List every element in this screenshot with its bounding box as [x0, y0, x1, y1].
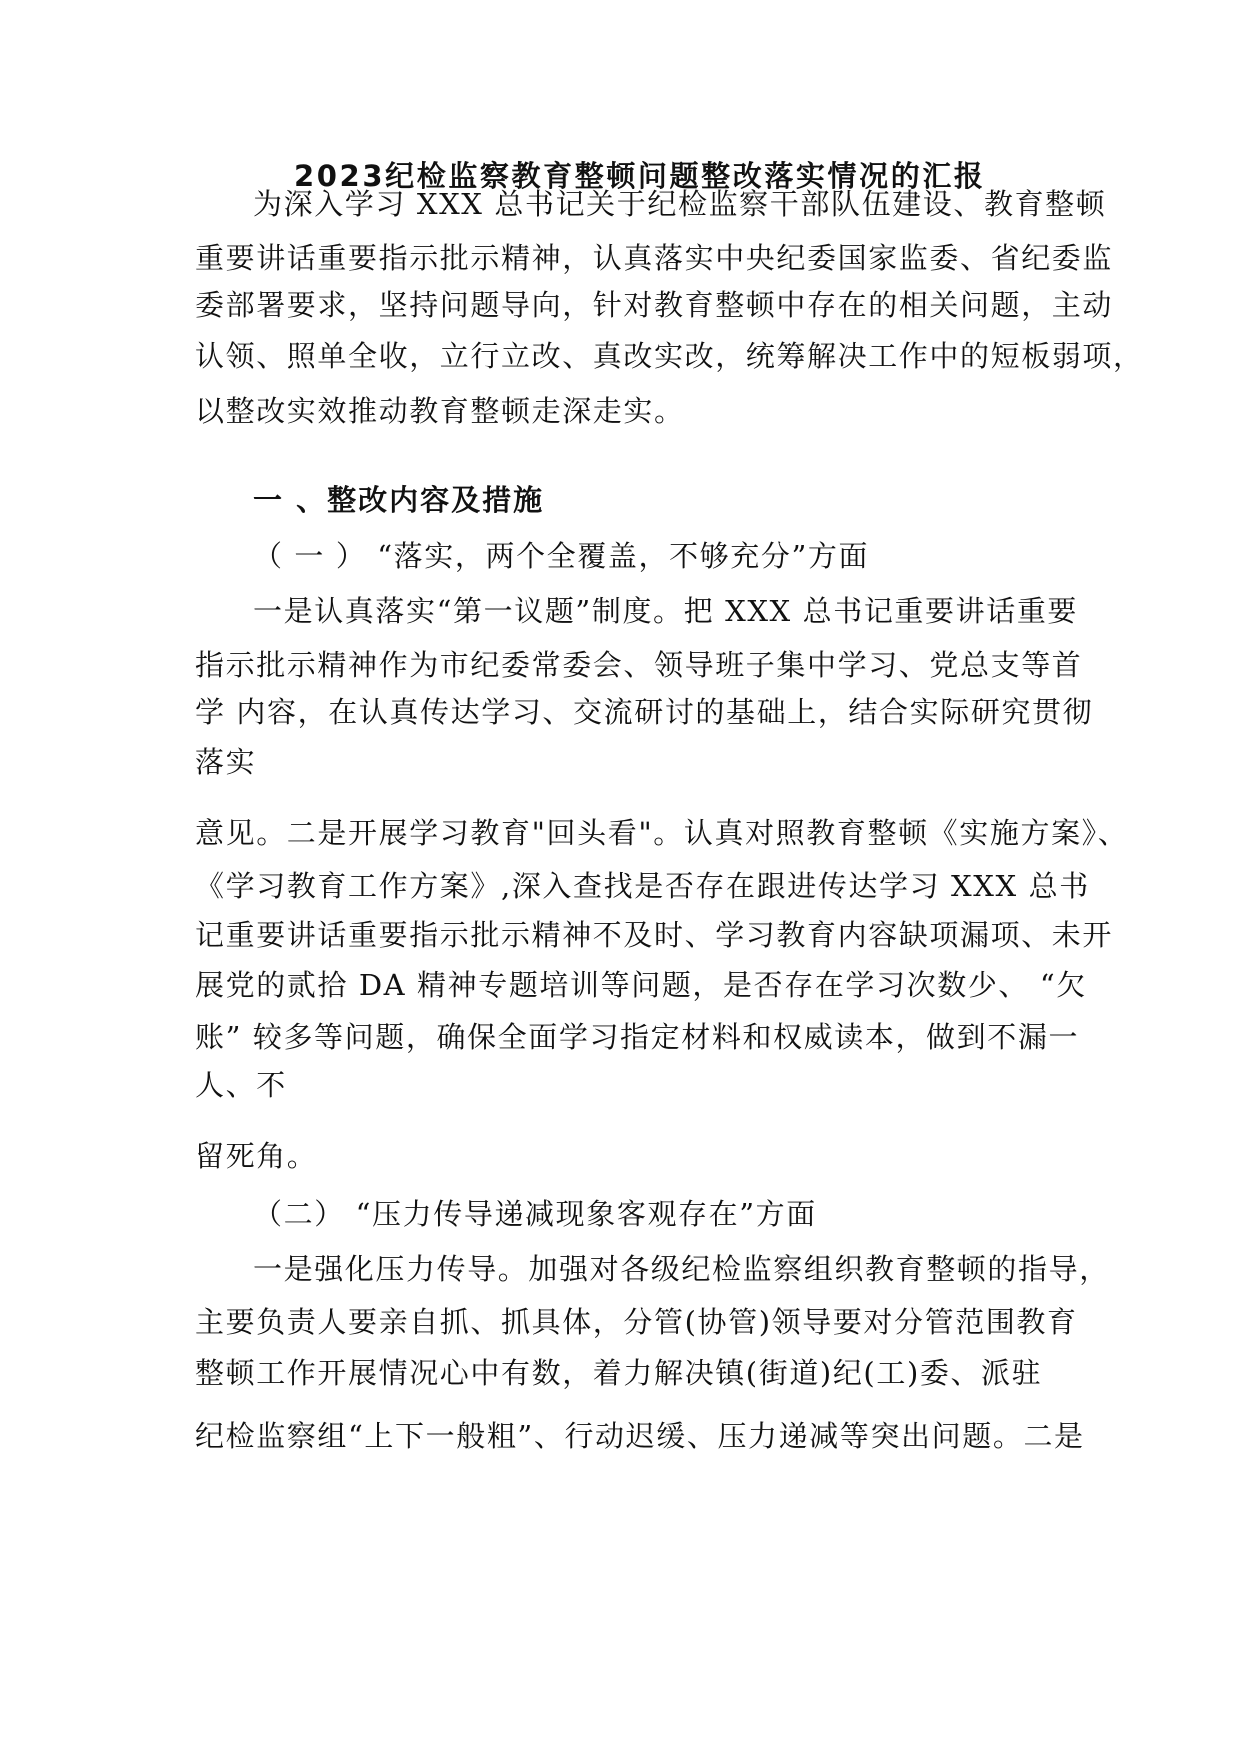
sub1-line-9: 账” 较多等问题，确保全面学习指定材料和权威读本，做到不漏一: [195, 1020, 1080, 1054]
sub2-line-4: 纪检监察组“上下一般粗”、行动迟缓、压力递减等突出问题。二是: [195, 1419, 1085, 1453]
sub1-line-1: 一是认真落实“第一议题”制度。把 XXX 总书记重要讲话重要: [253, 594, 1079, 628]
sub1-line-4: 落实: [195, 745, 257, 779]
sub2-line-3: 整顿工作开展情况心中有数，着力解决镇(街道)纪(工)委、派驻: [195, 1356, 1043, 1390]
intro-line-4: 认领、照单全收，立行立改、真改实改，统筹解决工作中的短板弱项，: [195, 339, 1144, 373]
intro-line-5: 以整改实效推动教育整顿走深走实。: [195, 394, 685, 428]
intro-line-1: 为深入学习 XXX 总书记关于纪检监察干部队伍建设、教育整顿: [253, 187, 1107, 221]
sub2-line-2: 主要负责人要亲自抓、抓具体，分管(协管)领导要对分管范围教育: [195, 1305, 1078, 1339]
sub1-line-6: 《学习教育工作方案》,深入查找是否存在跟进传达学习 XXX 总书: [195, 869, 1090, 903]
sub1-line-2: 指示批示精神作为市纪委常委会、领导班子集中学习、党总支等首: [195, 648, 1083, 682]
sub1-line-10: 人、不: [195, 1068, 287, 1102]
intro-line-3: 委部署要求，坚持问题导向，针对教育整顿中存在的相关问题，主动: [195, 288, 1114, 322]
sub1-line-7: 记重要讲话重要指示批示精神不及时、学习教育内容缺项漏项、未开: [195, 918, 1114, 952]
sub1-line-3: 学 内容，在认真传达学习、交流研讨的基础上，结合实际研究贯彻: [195, 695, 1094, 729]
subsection-heading-2: （二） “压力传导递减现象客观存在”方面: [253, 1197, 817, 1231]
sub2-line-1: 一是强化压力传导。加强对各级纪检监察组织教育整顿的指导，: [253, 1252, 1110, 1286]
document-title: 2023纪检监察教育整顿问题整改落实情况的汇报: [294, 159, 986, 193]
sub1-line-5: 意见。二是开展学习教育"回头看"。认真对照教育整顿《实施方案》、: [195, 816, 1129, 850]
section-heading-1: 一 、整改内容及措施: [253, 483, 545, 517]
sub1-line-11: 留死角。: [195, 1139, 318, 1173]
sub1-line-8: 展党的贰拾 DA 精神专题培训等问题，是否存在学习次数少、 “欠: [195, 968, 1087, 1002]
subsection-heading-1: （ 一 ） “落实，两个全覆盖，不够充分”方面: [253, 539, 870, 573]
intro-line-2: 重要讲话重要指示批示精神，认真落实中央纪委国家监委、省纪委监: [195, 241, 1114, 275]
